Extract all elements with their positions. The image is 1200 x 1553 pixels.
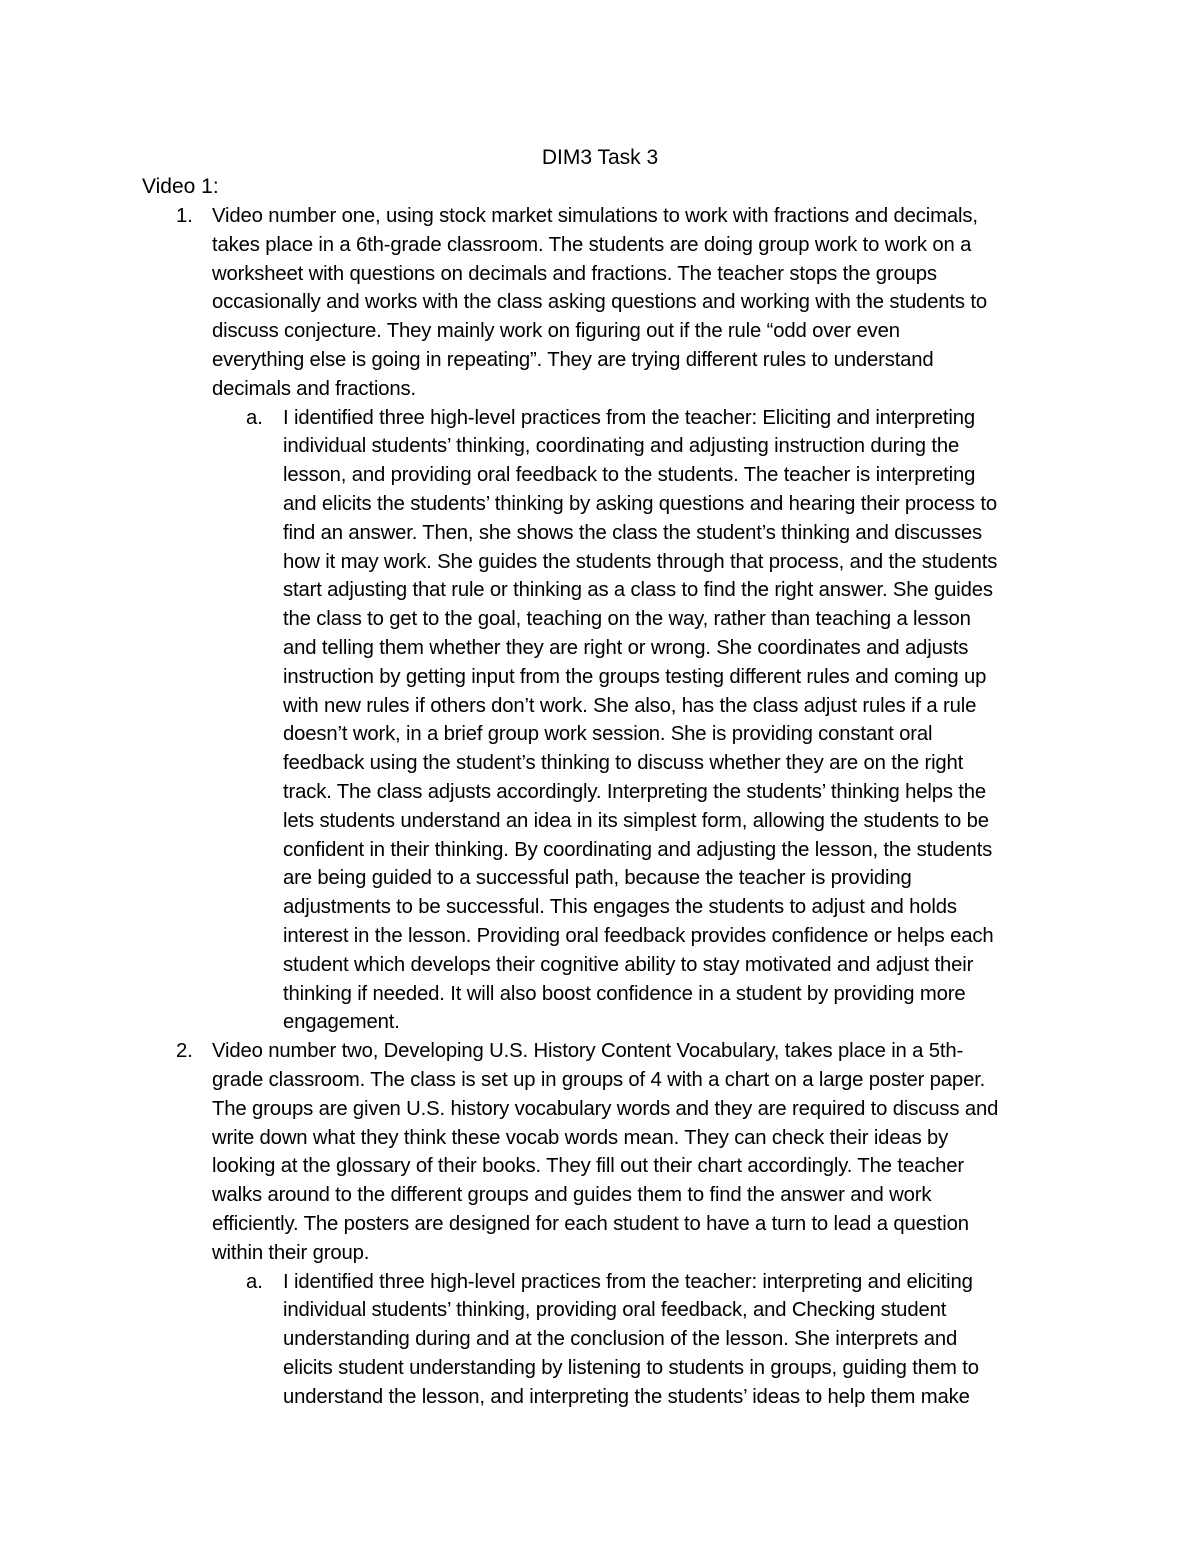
sub-list-item-text bbox=[283, 404, 997, 1038]
text-line: looking at the glossary of their books. They fill out their chart accordingly. The teacher bbox=[212, 1155, 964, 1178]
text-line: write down what they think these vocab words mean. They can check their ideas by bbox=[212, 1126, 949, 1149]
text-line: I identified three high-level practices from the teacher: Eliciting and interpreting bbox=[283, 406, 975, 429]
text-line: track. The class adjusts accordingly. Interpreting the students’ thinking helps the bbox=[283, 780, 987, 803]
text-line: takes place in a 6th-grade classroom. The students are doing group work to work on a bbox=[212, 233, 972, 256]
text-line: I identified three high-level practices from the teacher: interpreting and eliciting bbox=[283, 1270, 973, 1293]
text-line: the class to get to the goal, teaching on the way, rather than teaching a lesson bbox=[283, 608, 971, 631]
text-line: understand the lesson, and interpreting the students’ ideas to help them make bbox=[283, 1385, 970, 1408]
sub-list-marker: a. bbox=[246, 1270, 263, 1293]
text-line: instruction by getting input from the groups testing different rules and coming up bbox=[283, 665, 987, 688]
text-line: individual students’ thinking, providing oral feedback, and Checking student bbox=[283, 1299, 947, 1322]
section-label: Video 1: bbox=[142, 175, 219, 198]
text-line: and elicits the students’ thinking by asking questions and hearing their process to bbox=[283, 492, 997, 515]
text-line: engagement. bbox=[283, 1011, 400, 1034]
sub-list-item-text bbox=[283, 1268, 979, 1412]
sub-list-marker: a. bbox=[246, 406, 263, 429]
text-line: understanding during and at the conclusion of the lesson. She interprets and bbox=[283, 1328, 958, 1351]
text-line: and telling them whether they are right or wrong. She coordinates and adjusts bbox=[283, 636, 969, 659]
text-line: grade classroom. The class is set up in groups of 4 with a chart on a large poster paper. bbox=[212, 1068, 986, 1091]
text-line: find an answer. Then, she shows the class the student’s thinking and discusses bbox=[283, 521, 982, 544]
text-line: everything else is going in repeating”. They are trying different rules to understand bbox=[212, 348, 934, 371]
text-line: worksheet with questions on decimals and fractions. The teacher stops the groups bbox=[212, 262, 937, 285]
text-line: individual students’ thinking, coordinating and adjusting instruction during the bbox=[283, 435, 960, 458]
text-line: efficiently. The posters are designed for each student to have a turn to lead a question bbox=[212, 1212, 969, 1235]
text-line: occasionally and works with the class asking questions and working with the students to bbox=[212, 291, 987, 314]
list-marker: 2. bbox=[176, 1040, 193, 1063]
text-line: decimals and fractions. bbox=[212, 377, 416, 400]
text-line: walks around to the different groups and guides them to find the answer and work bbox=[212, 1184, 932, 1207]
text-line: with new rules if others don’t work. She also, has the class adjust rules if a rule bbox=[283, 694, 977, 717]
list-marker: 1. bbox=[176, 205, 193, 227]
text-line: lets students understand an idea in its simplest form, allowing the students to be bbox=[283, 809, 989, 832]
text-line: are being guided to a successful path, because the teacher is providing bbox=[283, 867, 912, 890]
text-line: confident in their thinking. By coordinating and adjusting the lesson, the students bbox=[283, 838, 993, 861]
text-line: how it may work. She guides the students through that process, and the students bbox=[283, 550, 998, 573]
document-title: DIM3 Task 3 bbox=[541, 146, 659, 169]
text-line: thinking if needed. It will also boost confidence in a student by providing more bbox=[283, 982, 966, 1005]
text-line: doesn’t work, in a brief group work session. She is providing constant oral bbox=[283, 723, 933, 746]
text-line: start adjusting that rule or thinking as a class to find the right answer. She guides bbox=[283, 579, 993, 602]
text-line: The groups are given U.S. history vocabulary words and they are required to discuss and bbox=[212, 1097, 999, 1120]
text-line: feedback using the student’s thinking to discuss whether they are on the right bbox=[283, 752, 964, 775]
text-line: Video number one, using stock market simulations to work with fractions and decimals, bbox=[212, 205, 978, 227]
text-line: student which develops their cognitive ability to stay motivated and adjust their bbox=[283, 953, 974, 976]
text-line: adjustments to be successful. This engages the students to adjust and holds bbox=[283, 896, 957, 919]
text-line: Video number two, Developing U.S. History Content Vocabulary, takes place in a 5th- bbox=[212, 1040, 964, 1063]
list-item-text bbox=[212, 1037, 998, 1267]
text-line: within their group. bbox=[212, 1241, 370, 1264]
text-line: discuss conjecture. They mainly work on figuring out if the rule “odd over even bbox=[212, 320, 900, 343]
text-line: elicits student understanding by listening to students in groups, guiding them to bbox=[283, 1356, 979, 1379]
text-line: interest in the lesson. Providing oral feedback provides confidence or helps each bbox=[283, 924, 994, 947]
text-line: lesson, and providing oral feedback to the students. The teacher is interpreting bbox=[283, 464, 976, 487]
list-item-text bbox=[212, 202, 987, 404]
